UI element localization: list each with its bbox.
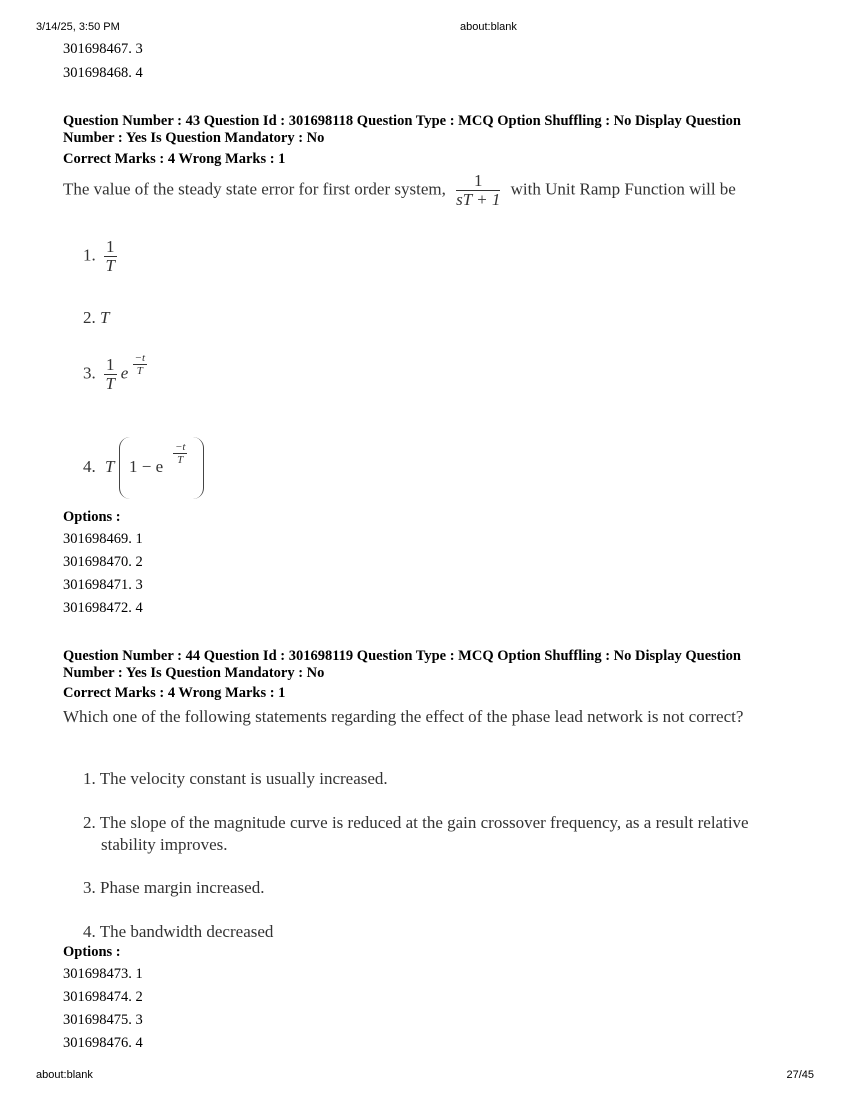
transfer-function (456, 172, 500, 209)
question-44-header: Question Number : 44 Question Id : 301698119 Question Type : MCQ Option Shuffling : No Display Question Number : Yes Is Question Mandatory : No (63, 648, 741, 681)
choice-2: 2. The slope of the magnitude curve is reduced at the gain crossover frequency, as a result relative stability improves. (83, 813, 749, 854)
choice-3-exponent (133, 352, 147, 377)
exp-num: −t (175, 441, 186, 453)
option-line: 301698476. 4 (63, 1035, 143, 1051)
choice-4-inner: 1 − e (129, 457, 164, 476)
options-label: Options : (63, 944, 121, 960)
choice-3: 3. Phase margin increased. (83, 878, 265, 897)
choice-3-fraction (104, 356, 117, 393)
exp-den: T (177, 454, 184, 466)
option-line: 301698472. 4 (63, 600, 143, 616)
question-44-marks: Correct Marks : 4 Wrong Marks : 1 (63, 685, 286, 701)
choice-label: 3. (83, 363, 96, 383)
options-label: Options : (63, 509, 121, 525)
choice-4-exponent (173, 441, 187, 466)
question-43-header: Question Number : 43 Question Id : 301698118 Question Type : MCQ Option Shuffling : No Display Question Number : Yes Is Question Mandatory : No (63, 113, 741, 146)
choice-label: 4. (83, 457, 96, 476)
option-line: 301698473. 1 (63, 966, 143, 982)
frac-den: T (105, 374, 115, 393)
print-title: about:blank (460, 21, 517, 33)
question-43-text (63, 172, 823, 209)
frac-num: 1 (106, 355, 115, 374)
choice-1: 1. The velocity constant is usually increased. (83, 769, 388, 788)
option-line: 301698467. 3 (63, 41, 143, 57)
print-datetime: 3/14/25, 3:50 PM (36, 21, 120, 33)
print-header (0, 21, 850, 35)
choice-2-value: T (100, 308, 110, 327)
option-line: 301698475. 3 (63, 1012, 143, 1028)
option-line: 301698468. 4 (63, 65, 143, 81)
exp-num: −t (134, 352, 146, 364)
choice-4-T: T (105, 457, 115, 476)
question-44-text: Which one of the following statements regarding the effect of the phase lead network is not correct? (63, 707, 744, 726)
frac-num: 1 (106, 237, 115, 256)
option-line: 301698474. 2 (63, 989, 143, 1005)
option-line: 301698470. 2 (63, 554, 143, 570)
print-footer (0, 1069, 850, 1083)
page-number: 27/45 (786, 1069, 814, 1081)
print-url: about:blank (36, 1069, 93, 1081)
exp-den: T (136, 365, 143, 377)
choice-4 (83, 437, 233, 499)
euler-e: e (120, 363, 129, 383)
choice-3 (83, 352, 147, 393)
option-line: 301698471. 3 (63, 577, 143, 593)
choice-label: 2. (83, 308, 96, 327)
tf-denominator: sT + 1 (456, 190, 501, 209)
choice-4: 4. The bandwidth decreased (83, 922, 274, 941)
right-paren (193, 437, 204, 499)
choice-1 (83, 238, 117, 275)
choice-label: 1. (83, 245, 96, 265)
frac-den: T (105, 256, 115, 275)
tf-numerator: 1 (456, 172, 500, 191)
choice-2 (83, 308, 109, 328)
question-43-text-before: The value of the steady state error for first order system, (63, 179, 446, 199)
choice-1-fraction (104, 238, 117, 275)
question-43-text-after: with Unit Ramp Function will be (510, 179, 736, 199)
question-43-marks: Correct Marks : 4 Wrong Marks : 1 (63, 151, 286, 167)
option-line: 301698469. 1 (63, 531, 143, 547)
